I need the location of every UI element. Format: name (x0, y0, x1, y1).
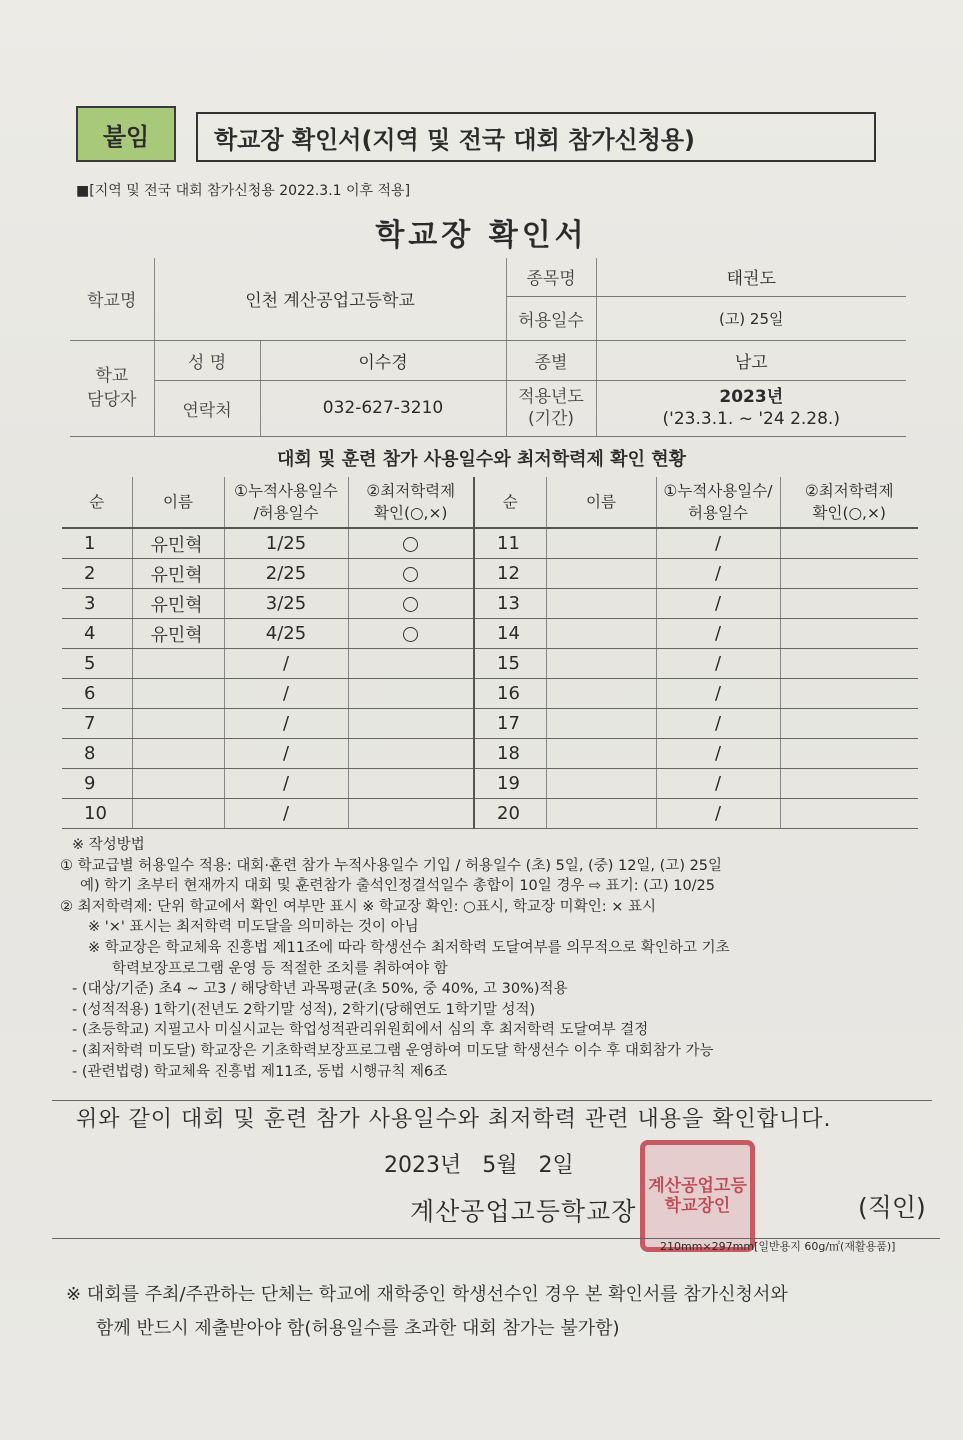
row-no: 6 (62, 679, 132, 709)
school-label: 학교명 (70, 258, 154, 340)
row-days-right: / (656, 528, 780, 559)
table-row (62, 799, 918, 829)
footer-line: ※ 대회를 주최/주관하는 단체는 학교에 재학중인 학생선수인 경우 본 확인서를 참가신청서와 (66, 1284, 788, 1305)
row-name-right (546, 679, 656, 709)
row-min-check (348, 739, 474, 769)
name-label: 성 명 (154, 340, 260, 380)
row-no-right: 15 (474, 649, 546, 679)
sport-value: 태권도 (596, 258, 906, 296)
row-days: / (224, 649, 348, 679)
row-no-right: 14 (474, 619, 546, 649)
row-min-check-right (780, 528, 918, 559)
row-days-right: / (656, 799, 780, 829)
applicability-note: ■[지역 및 전국 대회 참가신청용 2022.3.1 이후 적용] (76, 183, 411, 199)
issue-date: 2023년 5월 2일 (384, 1153, 574, 1178)
row-days: / (224, 739, 348, 769)
row-min-check-right (780, 709, 918, 739)
note-line: ② 최저학력제: 단위 학교에서 확인 여부만 표시 ※ 학교장 확인: ○표시, 학교장 미확인: × 표시 (60, 898, 656, 915)
table-row (62, 619, 918, 649)
note-heading: ※ 작성방법 (72, 837, 145, 853)
row-name (132, 769, 224, 799)
row-name: 유민혁 (132, 528, 224, 559)
row-min-check-right (780, 559, 918, 589)
row-min-check (348, 709, 474, 739)
seal-label: (직인) (858, 1193, 926, 1222)
row-days-right: / (656, 769, 780, 799)
contact-label-line1: 학교 (95, 366, 129, 386)
row-no: 1 (62, 528, 132, 559)
banner-title: 학교장 확인서(지역 및 전국 대회 참가신청용) (196, 112, 876, 162)
row-no: 3 (62, 589, 132, 619)
footer-note (66, 1278, 926, 1346)
row-days-right: / (656, 619, 780, 649)
row-no: 2 (62, 559, 132, 589)
year-text: 2023년 (719, 387, 784, 407)
row-name-right (546, 559, 656, 589)
category-label: 종별 (506, 340, 596, 380)
contact-label-line2: 담당자 (87, 390, 137, 410)
row-min-check-right (780, 739, 918, 769)
row-min-check-right (780, 679, 918, 709)
row-no-right: 16 (474, 679, 546, 709)
col-min-right-line1: ②최저학력제 (804, 482, 894, 500)
note-line: - (초등학교) 지필고사 미실시교는 학업성적관리위원회에서 심의 후 최저학력 도달여부 결정 (72, 1022, 649, 1039)
row-no: 10 (62, 799, 132, 829)
row-name (132, 679, 224, 709)
section-title: 대회 및 훈련 참가 사용일수와 최저학력제 확인 현황 (276, 449, 686, 470)
table-row (62, 769, 918, 799)
row-no: 4 (62, 619, 132, 649)
table-row (62, 739, 918, 769)
row-name (132, 649, 224, 679)
row-min-check (348, 589, 474, 619)
attachment-tag: 붙임 (76, 106, 176, 162)
row-days: / (224, 799, 348, 829)
col-name: 이름 (132, 477, 224, 528)
sport-label: 종목명 (506, 258, 596, 296)
col-days (224, 477, 348, 528)
row-no-right: 19 (474, 769, 546, 799)
row-min-check (348, 619, 474, 649)
phone-label: 연락처 (154, 380, 260, 436)
col-min (348, 477, 474, 528)
table-row (62, 679, 918, 709)
row-name: 유민혁 (132, 619, 224, 649)
row-min-check (348, 528, 474, 559)
row-min-check-right (780, 769, 918, 799)
confirmed-circle-icon (403, 627, 418, 642)
row-days-right: / (656, 679, 780, 709)
confirmed-circle-icon (403, 567, 418, 582)
row-min-check (348, 559, 474, 589)
row-days: / (224, 679, 348, 709)
page-title: 학교장 확인서 (375, 218, 588, 253)
table-row (62, 528, 918, 559)
row-days-right: / (656, 649, 780, 679)
col-days-right-line2: 허용일수 (688, 504, 748, 522)
row-no-right: 11 (474, 528, 546, 559)
phone-value: 032-627-3210 (260, 380, 506, 436)
note-line: ※ 학교장은 학교체육 진흥법 제11조에 따라 학생선수 최저학력 도달여부를 의무적으로 확인하고 기초 (88, 939, 730, 956)
row-name-right (546, 769, 656, 799)
col-days-line2: /허용일수 (253, 504, 319, 522)
row-min-check (348, 769, 474, 799)
row-name (132, 799, 224, 829)
note-line: ① 학교급별 허용일수 적용: 대회·훈련 참가 누적사용일수 기입 / 허용일수 (초) 5일, (중) 12일, (고) 25일 (60, 857, 723, 874)
row-days-right: / (656, 559, 780, 589)
note-line: 예) 학기 초부터 현재까지 대회 및 훈련참가 출석인정결석일수 총합이 10일 경우 ⇨ 표기: (고) 10/25 (80, 878, 716, 895)
info-table (70, 258, 906, 437)
note-line: - (최저학력 미도달) 학교장은 기초학력보장프로그램 운영하여 미도달 학생선수 이수 후 대회참가 가능 (72, 1042, 714, 1059)
row-days: / (224, 769, 348, 799)
row-name-right (546, 528, 656, 559)
row-min-check (348, 799, 474, 829)
row-name-right (546, 589, 656, 619)
col-no-right: 순 (474, 477, 546, 528)
row-no: 8 (62, 739, 132, 769)
row-name: 유민혁 (132, 589, 224, 619)
col-min-right-line2: 확인(○,×) (812, 504, 886, 522)
row-name-right (546, 619, 656, 649)
table-row (62, 709, 918, 739)
row-name-right (546, 739, 656, 769)
paper-spec: 210mm×297mm[일반용지 60g/㎡(재활용품)] (660, 1240, 896, 1253)
row-min-check-right (780, 619, 918, 649)
period-text: ('23.3.1. ~ '24 2.28.) (662, 409, 840, 429)
official-seal-stamp: 계산공업고등학교장인 (640, 1140, 755, 1252)
row-days-right: / (656, 589, 780, 619)
row-days: / (224, 709, 348, 739)
year-label (506, 380, 596, 436)
row-no: 7 (62, 709, 132, 739)
col-days-right (656, 477, 780, 528)
col-no: 순 (62, 477, 132, 528)
table-row (62, 649, 918, 679)
row-min-check-right (780, 799, 918, 829)
school-name: 인천 계산공업고등학교 (154, 258, 506, 340)
row-name-right (546, 649, 656, 679)
row-days: 1/25 (224, 528, 348, 559)
usage-table (62, 477, 918, 829)
row-min-check (348, 679, 474, 709)
year-label-line1: 적용년도 (518, 387, 584, 407)
row-days: 3/25 (224, 589, 348, 619)
allowed-days-value: (고) 25일 (596, 296, 906, 340)
category-value: 남고 (596, 340, 906, 380)
contact-label (70, 340, 154, 436)
row-name (132, 709, 224, 739)
row-no: 9 (62, 769, 132, 799)
row-min-check-right (780, 589, 918, 619)
instructions (60, 835, 940, 1082)
row-min-check-right (780, 649, 918, 679)
confirmed-circle-icon (403, 597, 418, 612)
table-body (62, 528, 918, 829)
table-row (62, 589, 918, 619)
note-line: - (대상/기준) 초4 ~ 고3 / 해당학년 과목평균(초 50%, 중 40%, 고 30%)적용 (72, 981, 568, 998)
allowed-days-label: 허용일수 (506, 296, 596, 340)
row-name-right (546, 799, 656, 829)
row-days-right: / (656, 709, 780, 739)
row-name (132, 739, 224, 769)
confirmation-statement: 위와 같이 대회 및 훈련 참가 사용일수와 최저학력 관련 내용을 확인합니다. (76, 1107, 832, 1132)
note-line: ※ '×' 표시는 최저학력 미도달을 의미하는 것이 아님 (88, 919, 419, 936)
note-line: - (성적적용) 1학기(전년도 2학기말 성적), 2학기(당해연도 1학기말 성적) (72, 1001, 536, 1018)
divider (52, 1100, 932, 1101)
col-name-right: 이름 (546, 477, 656, 528)
col-min-line2: 확인(○,×) (374, 504, 448, 522)
row-no-right: 18 (474, 739, 546, 769)
row-no-right: 20 (474, 799, 546, 829)
table-header-row (62, 477, 918, 528)
year-label-line2: (기간) (527, 409, 575, 429)
col-min-right (780, 477, 918, 528)
row-days: 4/25 (224, 619, 348, 649)
row-days: 2/25 (224, 559, 348, 589)
note-line: 학력보장프로그램 운영 등 적절한 조치를 취하여야 함 (112, 960, 448, 977)
confirmed-circle-icon (403, 537, 418, 552)
row-no-right: 13 (474, 589, 546, 619)
table-row (62, 559, 918, 589)
row-no-right: 12 (474, 559, 546, 589)
col-days-right-line1: ①누적사용일수/ (663, 482, 773, 500)
footer-line: 함께 반드시 제출받아야 함(허용일수를 초과한 대회 참가는 불가함) (96, 1318, 620, 1339)
year-value (596, 380, 906, 436)
row-days-right: / (656, 739, 780, 769)
row-name-right (546, 709, 656, 739)
note-line: - (관련법령) 학교체육 진흥법 제11조, 동법 시행규칙 제6조 (72, 1063, 448, 1080)
row-no: 5 (62, 649, 132, 679)
row-name: 유민혁 (132, 559, 224, 589)
row-no-right: 17 (474, 709, 546, 739)
col-min-line1: ②최저학력제 (366, 482, 456, 500)
name-value: 이수경 (260, 340, 506, 380)
col-days-line1: ①누적사용일수 (234, 482, 338, 500)
principal-signature-line: 계산공업고등학교장 (410, 1197, 637, 1226)
row-min-check (348, 649, 474, 679)
